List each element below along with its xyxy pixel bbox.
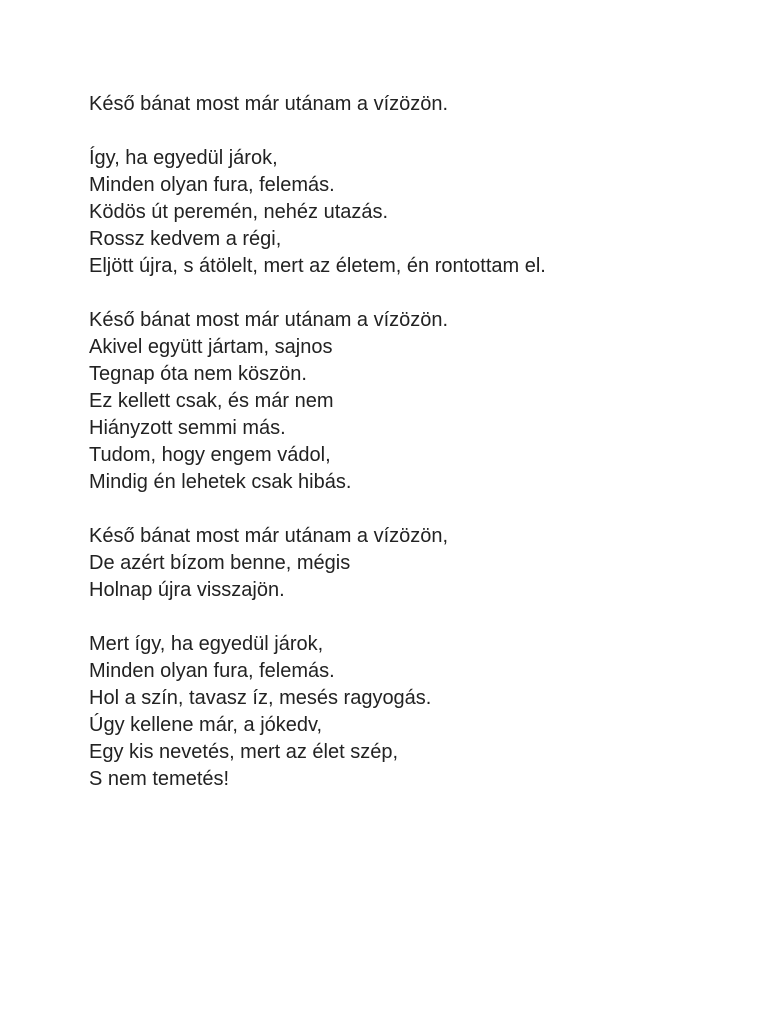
poem-line: Mert így, ha egyedül járok, [89,633,324,655]
poem-line: Hol a szín, tavasz íz, mesés ragyogás. [89,687,432,709]
poem-line: Minden olyan fura, felemás. [89,660,335,682]
poem-line: Holnap újra visszajön. [89,579,285,601]
poem-line: Késő bánat most már utánam a vízözön, [89,525,449,547]
poem-line: Eljött újra, s átölelt, mert az életem, én rontottam el. [89,255,546,277]
poem-line: Így, ha egyedül járok, [89,147,278,169]
poem-body [89,91,546,793]
poem-line: Rossz kedvem a régi, [89,228,282,250]
poem-line: Úgy kellene már, a jókedv, [89,714,323,736]
poem-line: Késő bánat most már utánam a vízözön. [89,309,449,331]
poem-line: Tegnap óta nem köszön. [89,363,307,385]
poem-line: Mindig én lehetek csak hibás. [89,471,352,493]
poem-line: Minden olyan fura, felemás. [89,174,335,196]
stanza-3 [89,523,546,604]
poem-line: Ez kellett csak, és már nem [89,390,334,412]
poem-line: Ködös út peremén, nehéz utazás. [89,201,389,223]
poem-line: Akivel együtt jártam, sajnos [89,336,333,358]
stanza-4 [89,631,546,793]
stanza-2 [89,307,546,496]
poem-line: S nem temetés! [89,768,230,790]
poem-line: Hiányzott semmi más. [89,417,286,439]
poem-line: Egy kis nevetés, mert az élet szép, [89,741,399,763]
poem-title: Késő bánat most már utánam a vízözön. [89,93,449,115]
stanza-1 [89,145,546,280]
poem-line: De azért bízom benne, mégis [89,552,351,574]
poem-line: Tudom, hogy engem vádol, [89,444,331,466]
